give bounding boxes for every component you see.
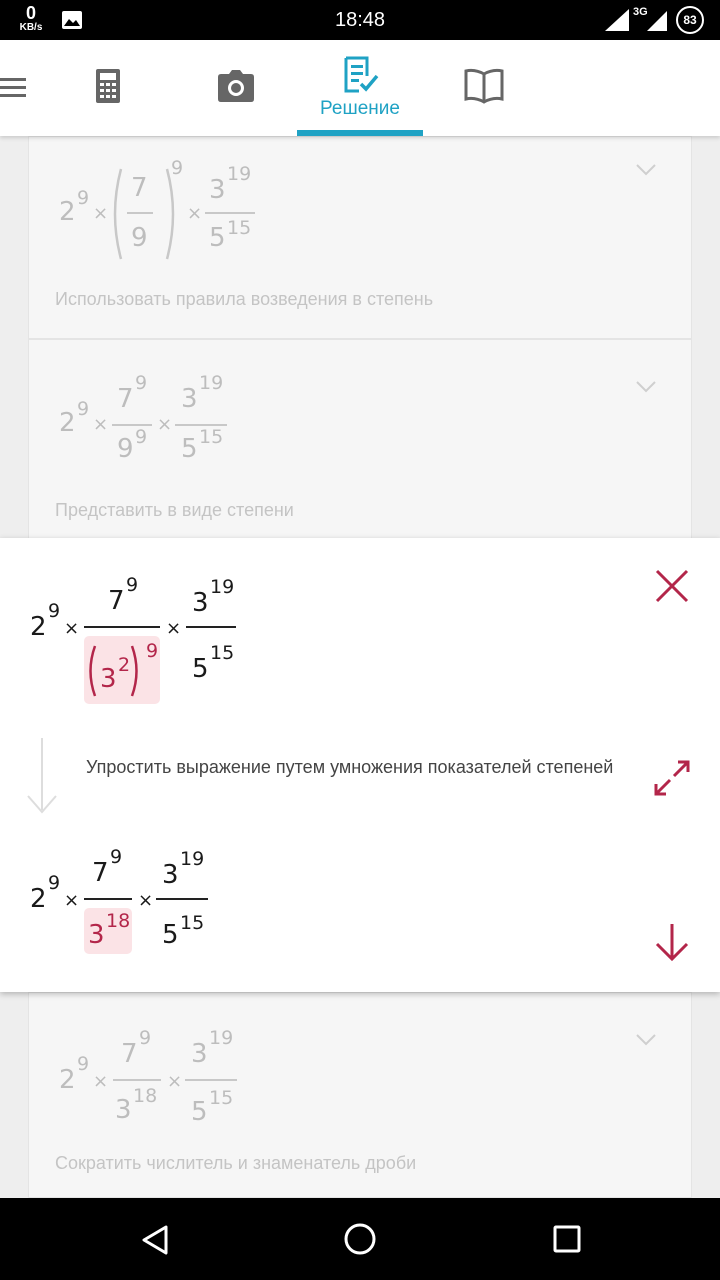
fraction-bar: [156, 898, 208, 900]
denominator: 5: [209, 223, 226, 253]
chevron-down-icon[interactable]: [635, 380, 657, 394]
home-icon[interactable]: [343, 1222, 377, 1256]
denominator: 5: [192, 654, 209, 684]
system-nav-bar: [0, 1198, 720, 1280]
step-expression: [57, 157, 297, 267]
back-icon[interactable]: [140, 1224, 170, 1256]
active-tab-indicator: [297, 130, 423, 136]
numerator: 3: [209, 175, 226, 205]
denominator-exponent: 15: [210, 642, 235, 664]
fraction-bar: [84, 626, 160, 628]
clock: 18:48: [334, 9, 386, 31]
step-expression: [57, 1025, 277, 1135]
numerator: 7: [117, 384, 134, 414]
numerator: 3: [181, 384, 198, 414]
fraction-bar: [205, 212, 255, 214]
camera-icon[interactable]: [217, 70, 255, 102]
numerator-exponent: 9: [110, 846, 123, 868]
cell-signal-icon: [646, 8, 668, 32]
recents-icon[interactable]: [553, 1225, 581, 1253]
numerator: 3: [192, 588, 209, 618]
denominator-exponent: 15: [209, 1087, 234, 1109]
close-icon[interactable]: [654, 568, 690, 604]
numerator: 7: [131, 173, 148, 203]
denominator: 3: [115, 1095, 132, 1125]
denominator: 3: [88, 920, 105, 950]
chevron-down-icon[interactable]: [635, 1033, 657, 1047]
numerator: 7: [121, 1039, 138, 1069]
numerator: 7: [108, 586, 125, 616]
times-sign: ×: [93, 414, 109, 435]
numerator-exponent: 19: [199, 372, 224, 394]
exponent: 9: [77, 187, 90, 209]
numerator-exponent: 19: [209, 1027, 234, 1049]
step-arrow-icon: [24, 736, 60, 816]
numerator-exponent: 19: [227, 163, 252, 185]
solution-step-card[interactable]: [28, 992, 692, 1198]
active-step-card: [0, 538, 720, 992]
wifi-signal-icon: [604, 8, 630, 32]
solution-step-card[interactable]: [28, 136, 692, 339]
times-sign: ×: [187, 203, 203, 224]
base: 2: [30, 612, 47, 642]
numerator: 7: [92, 858, 109, 888]
denominator-exponent: 15: [180, 912, 205, 934]
denominator-base: 3: [100, 664, 117, 694]
app-toolbar: [0, 40, 720, 136]
inner-exponent: 2: [118, 654, 131, 676]
base: 2: [59, 408, 76, 438]
fraction-bar: [113, 1079, 161, 1081]
numerator-exponent: 19: [180, 848, 205, 870]
exponent: 9: [48, 600, 61, 622]
calculator-icon[interactable]: [94, 68, 122, 104]
outer-exponent: 9: [171, 157, 184, 179]
speed-value: 0: [25, 3, 36, 23]
step-description: Сократить числитель и знаменатель дроби: [55, 1153, 417, 1173]
chevron-down-icon[interactable]: [635, 163, 657, 177]
times-sign: ×: [64, 890, 80, 911]
denominator: 5: [181, 434, 198, 464]
numerator-exponent: 9: [139, 1027, 152, 1049]
denominator-exponent: 9: [135, 426, 148, 448]
step-description: Использовать правила возведения в степень: [55, 289, 434, 309]
tab-solution[interactable]: Решение: [320, 98, 400, 119]
times-sign: ×: [138, 890, 154, 911]
outer-exponent: 9: [146, 640, 159, 662]
book-icon[interactable]: [464, 68, 504, 104]
numerator-exponent: 9: [126, 574, 139, 596]
fraction-bar: [185, 1079, 237, 1081]
expand-icon[interactable]: [652, 758, 692, 798]
step-description: Упростить выражение путем умножения показателей степеней: [86, 757, 614, 777]
numerator: 3: [162, 860, 179, 890]
before-expression: [28, 568, 268, 708]
times-sign: ×: [93, 203, 109, 224]
base: 2: [59, 197, 76, 227]
denominator-exponent: 18: [133, 1085, 158, 1107]
denominator: 9: [117, 434, 134, 464]
numerator-exponent: 9: [135, 372, 148, 394]
numerator: 3: [191, 1039, 208, 1069]
solution-doc-icon[interactable]: [343, 56, 379, 94]
menu-icon[interactable]: [0, 76, 28, 100]
step-description: Представить в виде степени: [55, 500, 294, 520]
denominator: 9: [131, 223, 148, 253]
exponent: 9: [77, 1053, 90, 1075]
network-type: 3G: [633, 6, 648, 18]
times-sign: ×: [167, 1071, 183, 1092]
solution-step-card[interactable]: [28, 339, 692, 539]
fraction-bar: [186, 626, 236, 628]
exponent: 9: [48, 872, 61, 894]
denominator: 5: [191, 1097, 208, 1127]
times-sign: ×: [157, 414, 173, 435]
denominator-exponent: 15: [227, 217, 252, 239]
exponent: 9: [77, 398, 90, 420]
speed-unit: KB/s: [19, 22, 43, 33]
denominator-exponent: 15: [199, 426, 224, 448]
after-expression: [28, 842, 248, 962]
fraction-bar: [84, 898, 132, 900]
arrow-down-icon[interactable]: [654, 922, 690, 962]
times-sign: ×: [166, 618, 182, 639]
numerator-exponent: 19: [210, 576, 235, 598]
step-expression: [57, 370, 277, 480]
denominator: 5: [162, 920, 179, 950]
base: 2: [59, 1065, 76, 1095]
base: 2: [30, 884, 47, 914]
denominator-exponent: 18: [106, 910, 131, 932]
battery-indicator: 83: [676, 6, 704, 34]
status-bar: [0, 0, 720, 40]
fraction-bar: [127, 212, 153, 214]
times-sign: ×: [93, 1071, 109, 1092]
times-sign: ×: [64, 618, 80, 639]
